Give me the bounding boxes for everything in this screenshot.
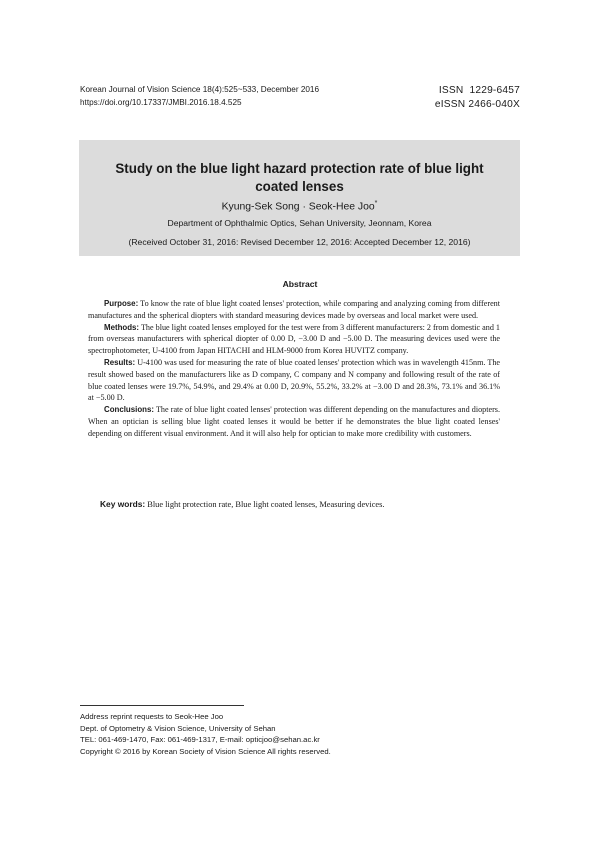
footnote-reprint: Address reprint requests to Seok-Hee Joo [80,712,224,721]
results-label: Results: [104,357,136,367]
abstract-methods [88,322,500,357]
keywords-label: Key words: [100,499,146,509]
title-line-2: coated lenses [255,178,344,194]
footnote-copyright: Copyright © 2016 by Korean Society of Vision Science All rights reserved. [80,746,331,756]
title-box [79,140,520,256]
issn-block [435,84,520,111]
methods-text: The blue light coated lenses employed for the test were from 3 different manufacturers: 2 from domestic and 1 from overseas manufacturers with spherical diopter of 0.00 D, −3.00 D and −5.00 D. The measuring devices used were the spectrophotometer, U-4100 from Japan HITACHI and HLM-9000 from Korea HUVITZ company. [88,322,500,356]
eissn: eISSN 2466-040X [434,98,520,110]
title-line-1: Study on the blue light hazard protection rate of blue light [115,161,484,176]
issn: ISSN 1229-6457 [438,85,520,96]
author-names: Kyung-Sek Song · Seok-Hee Joo [221,201,375,213]
abstract-purpose [88,298,500,322]
authors [79,197,520,213]
keywords-text: Blue light protection rate, Blue light coated lenses, Measuring devices. [145,500,385,509]
abstract-body [88,298,500,440]
footnote-dept: Dept. of Optometry & Vision Science, University of Sehan [80,723,276,733]
corresponding-mark: * [374,200,378,207]
doi-link[interactable]: https://doi.org/10.17337/JMBI.2016.18.4.525 [80,97,242,107]
methods-label: Methods: [104,322,140,332]
journal-header [80,84,319,109]
received-dates: (Received October 31, 2016: Revised December 12, 2016: Accepted December 12, 2016) [128,237,471,248]
keywords [100,499,500,509]
footnote [80,711,331,757]
abstract-results [88,357,500,404]
conclusions-text: The rate of blue light coated lenses' protection was different depending on the manufactures and diopters. When an optician is selling blue light coated lenses it would be better if he demonstrates the blue light coated lenses' depending on different visual environment. And it will also help for optician to make more credibility with customers. [88,405,500,438]
abstract-conclusions [88,404,500,439]
purpose-text: To know the rate of blue light coated lenses' protection, while comparing and analyzing coming from different manufactures and the spherical diopters with standard measuring devices made by overseas and local market were used. [88,299,500,320]
footnote-divider [80,705,244,706]
conclusions-label: Conclusions: [104,405,154,415]
affiliation: Department of Ophthalmic Optics, Sehan University, Jeonnam, Korea [167,218,432,229]
footnote-contact: TEL: 061-469-1470, Fax: 061-469-1317, E-mail: opticjoo@sehan.ac.kr [80,735,320,745]
purpose-label: Purpose: [104,299,139,308]
abstract-heading: Abstract [282,279,318,289]
journal-citation: Korean Journal of Vision Science 18(4):525~533, December 2016 [80,85,320,94]
paper-title [79,140,520,195]
results-text: U-4100 was used for measuring the rate of blue coated lenses' protection which was in wavelength 415nm. The result showed based on the manufacturers like as D company, C company and N company and following result of the rate of blue coated lenses were 19.7%, 54.9%, and 29.4% at 0.00 D, 20.9%, 55.2%, 33.2% at −3.00 D and 28.3%, 73.1% and 36.1% at −5.00 D. [88,357,500,403]
